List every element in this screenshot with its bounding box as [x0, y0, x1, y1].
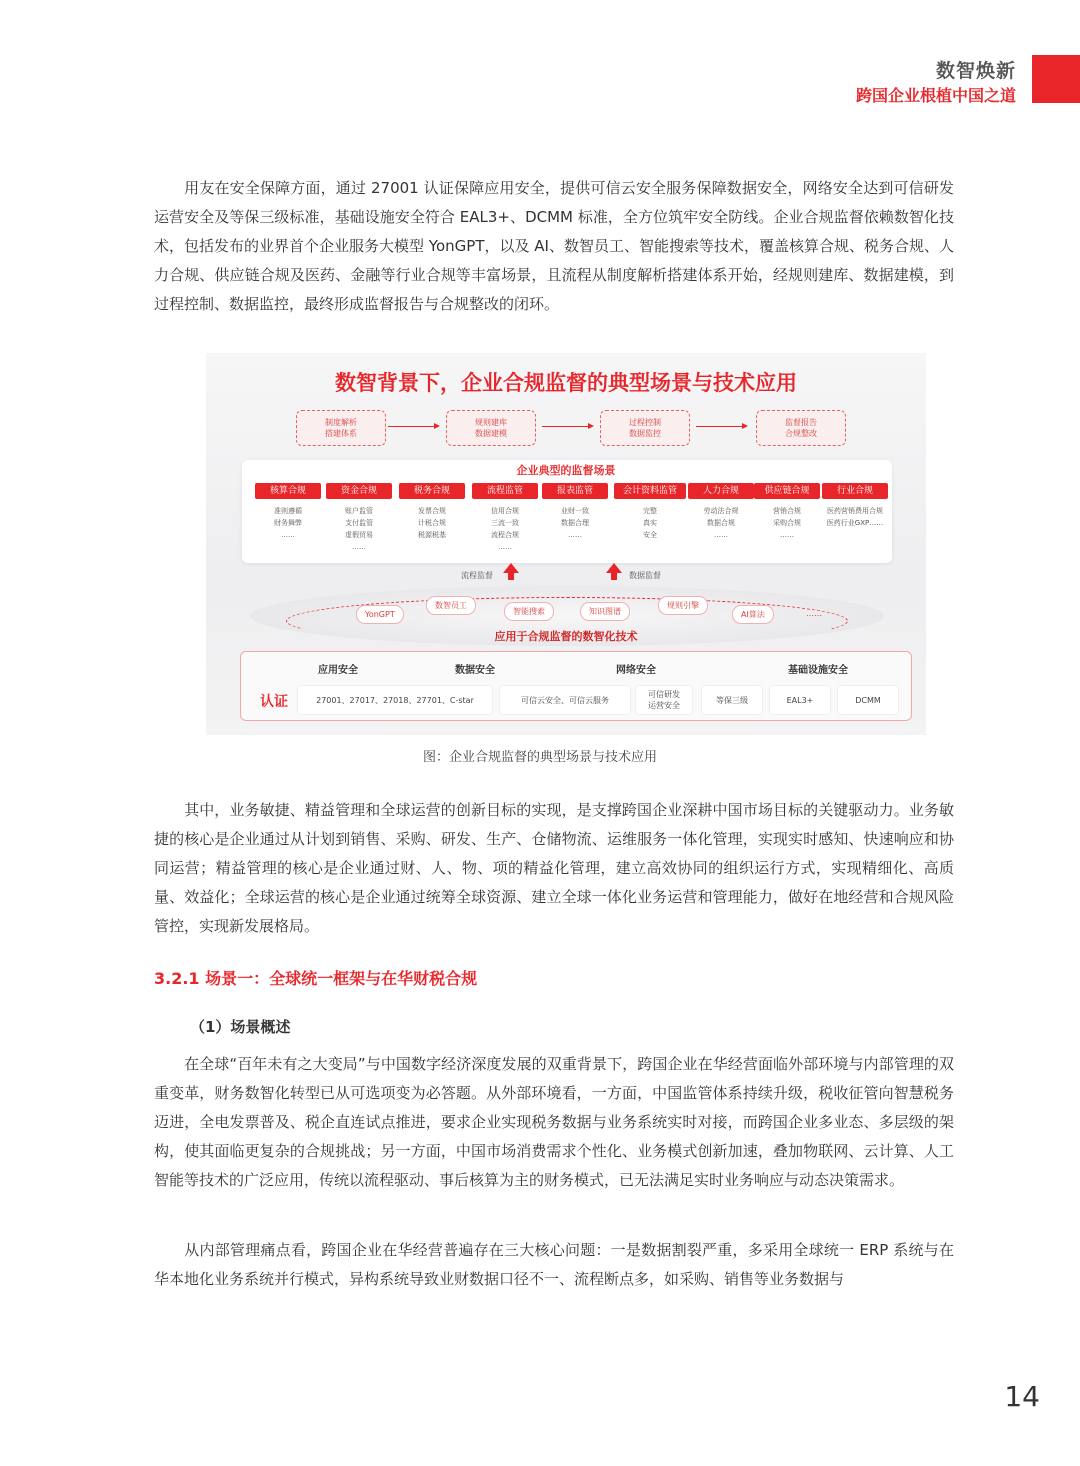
- scenario-head: 行业合规: [822, 483, 888, 499]
- scenario-head: 税务合规: [399, 483, 465, 499]
- tech-pill: AI算法: [732, 605, 774, 624]
- process-step-3-l1: 过程控制: [629, 418, 661, 427]
- scenario-column-9: [822, 483, 888, 529]
- scenario-items: 劳动法合规 数据合规 ……: [703, 507, 739, 539]
- flow-monitoring-label: 流程监督: [461, 571, 493, 580]
- process-arrow-icon: [542, 426, 592, 427]
- cert-item: 等保三级: [702, 686, 762, 714]
- tech-pill: 知识图谱: [580, 602, 630, 621]
- up-arrow-icon: [606, 563, 622, 573]
- scenario-column-7: [688, 483, 754, 541]
- data-monitoring-label: 数据监督: [629, 571, 661, 580]
- tech-title: 应用于合规监督的数智化技术: [494, 630, 638, 643]
- scenario-items: 业财一致 数据合理 ……: [561, 507, 589, 539]
- scenario-column-1: [255, 483, 321, 541]
- up-arrow-icon: [503, 563, 519, 573]
- scenario-items: 医药营销费用合规 医药行业GXP……: [826, 507, 884, 527]
- scenario-head: 流程监管: [472, 483, 538, 499]
- process-step-1-l2: 搭建体系: [325, 429, 357, 438]
- sub-title: （1）场景概述: [190, 1018, 291, 1036]
- section-title: 3.2.1 场景一：全球统一框架与在华财税合规: [154, 969, 478, 988]
- paragraph-1-text: 用友在安全保障方面，通过 27001 认证保障应用安全，提供可信云安全服务保障数据安全，网络安全达到可信研发运营安全及等保三级标准，基础设施安全符合 EAL3+、DCMM 标准，全方位筑牢安全防线。企业合规监督依赖数智化技术，包括发布的业界首个企业服务大模型 YonGPT，以及 AI、数智员工、智能搜索等技术，覆盖核算合规、税务合规、人力合规、供应链合规及医药、金融等行业合规等丰富场景，且流程从制度解析搭建体系开始，经规则建库、数据建模，到过程控制、数据监控，最终形成监督报告与合规整改的闭环。: [154, 179, 954, 313]
- scenario-column-8: [754, 483, 820, 541]
- diagram-title: 数智背景下，企业合规监督的典型场景与技术应用: [335, 371, 797, 395]
- scenario-items: 准则遵循 财务舞弊 ……: [274, 507, 302, 539]
- scenario-head: 核算合规: [255, 483, 321, 499]
- scenario-head: 会计资料监管: [614, 483, 686, 499]
- scenario-head: 资金合规: [326, 483, 392, 499]
- process-step-4-l1: 监督报告: [785, 418, 817, 427]
- cert-head: 应用安全: [318, 665, 358, 676]
- process-step-4: [756, 410, 846, 446]
- cert-item: 可信云安全、可信云服务: [500, 686, 630, 714]
- paragraph-3-text: 在全球“百年未有之大变局”与中国数字经济深度发展的双重背景下，跨国企业在华经营面临外部环境与内部管理的双重变革，财务数智化转型已从可选项变为必答题。从外部环境看，一方面，中国监管体系持续升级，税收征管向智慧税务迈进，全电发票普及、税企直连试点推进，要求企业实现税务数据与业务系统实时对接，而跨国企业多业态、多层级的架构，使其面临更复杂的合规挑战；另一方面，中国市场消费需求个性化、业务模式创新加速，叠加物联网、云计算、人工智能等技术的广泛应用，传统以流程驱动、事后核算为主的财务模式，已无法满足实时业务响应与动态决策需求。: [154, 1055, 954, 1189]
- scenario-items: 营销合规 采购合规 ……: [773, 507, 801, 539]
- scenario-column-3: [399, 483, 465, 541]
- scenario-items: 完整 真实 安全: [643, 507, 657, 539]
- tech-pill: YonGPT: [356, 605, 404, 624]
- process-step-2-l2: 数据建模: [475, 429, 507, 438]
- header-title: 数智焕新: [935, 60, 1016, 82]
- tech-pill: 智能搜索: [504, 602, 554, 621]
- process-step-1-l1: 制度解析: [325, 418, 357, 427]
- scenarios-title: 企业典型的监督场景: [516, 464, 616, 477]
- header-subtitle: 跨国企业根植中国之道: [855, 86, 1016, 105]
- scenario-column-2: [326, 483, 392, 553]
- scenario-items: 发票合规 计税合规 税源税基: [418, 507, 446, 539]
- tech-pill-more: ……: [806, 609, 822, 618]
- compliance-diagram: [206, 353, 926, 735]
- cert-item: 可信研发 运营安全: [636, 686, 692, 714]
- process-step-1: [296, 410, 386, 446]
- paragraph-2: [154, 796, 954, 941]
- cert-label: 认证: [260, 694, 288, 710]
- cert-item: DCMM: [838, 686, 898, 714]
- process-step-3: [600, 410, 690, 446]
- cert-item: 27001、27017、27018、27701、C-star: [298, 686, 492, 714]
- paragraph-3: [154, 1050, 954, 1195]
- page-number: 14: [1004, 1380, 1040, 1413]
- scenario-column-6: [614, 483, 686, 541]
- paragraph-2-text: 其中，业务敏捷、精益管理和全球运营的创新目标的实现，是支撑跨国企业深耕中国市场目标的关键驱动力。业务敏捷的核心是企业通过从计划到销售、采购、研发、生产、仓储物流、运维服务一体化管理，实现实时感知、快速响应和协同运营；精益管理的核心是企业通过财、人、物、项的精益化管理，建立高效协同的组织运行方式，实现精细化、高质量、效益化；全球运营的核心是企业通过统筹全球资源、建立全球一体化业务运营和管理能力，做好在地经营和合规风险管控，实现新发展格局。: [154, 801, 954, 935]
- cert-item: EAL3+: [770, 686, 830, 714]
- process-arrow-icon: [696, 426, 746, 427]
- scenario-items: 账户监管 支付监管 虚假贸易 ……: [345, 507, 373, 551]
- scenario-items: 信用合规 三流一致 流程合规 ……: [491, 507, 519, 551]
- process-step-2: [446, 410, 536, 446]
- process-arrow-icon: [388, 426, 438, 427]
- paragraph-4-text: 从内部管理痛点看，跨国企业在华经营普遍存在三大核心问题：一是数据割裂严重，多采用全球统一 ERP 系统与在华本地化业务系统并行模式，异构系统导致业财数据口径不一、流程断点多，如采购、销售等业务数据与: [154, 1241, 954, 1288]
- scenario-column-4: [472, 483, 538, 553]
- tech-pill: 数智员工: [426, 596, 476, 615]
- process-step-2-l1: 规则建库: [475, 418, 507, 427]
- scenario-head: 报表监管: [542, 483, 608, 499]
- tech-pill: 规则引擎: [658, 596, 708, 615]
- cert-head: 网络安全: [616, 665, 656, 676]
- cert-head: 数据安全: [455, 665, 495, 676]
- process-step-4-l2: 合规整改: [785, 429, 817, 438]
- figure-caption: 图：企业合规监督的典型场景与技术应用: [422, 750, 657, 765]
- paragraph-1: [154, 174, 954, 319]
- header-accent-block: [1032, 55, 1080, 103]
- scenario-head: 人力合规: [688, 483, 754, 499]
- process-step-3-l2: 数据监控: [629, 429, 661, 438]
- scenario-head: 供应链合规: [754, 483, 820, 499]
- paragraph-4: [154, 1236, 954, 1294]
- cert-head: 基础设施安全: [788, 665, 848, 676]
- scenario-column-5: [542, 483, 608, 541]
